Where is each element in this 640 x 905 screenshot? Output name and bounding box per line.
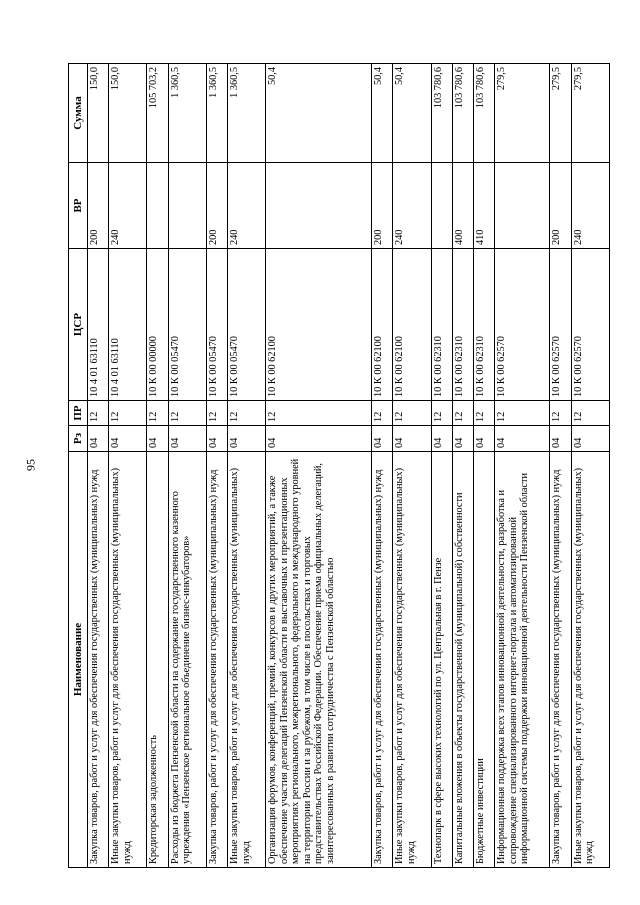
table-row	[109, 64, 147, 868]
table-row	[550, 64, 571, 868]
cell-pr: 12	[393, 401, 431, 426]
cell-vr: 400	[452, 163, 473, 249]
cell-csr: 10 К 00 00000	[147, 249, 168, 401]
header-name: Наименование	[69, 452, 88, 868]
cell-rz: 04	[550, 426, 571, 452]
table-row	[206, 64, 227, 868]
cell-csr: 10 К 00 62570	[495, 249, 550, 401]
cell-vr	[147, 163, 168, 249]
cell-vr: 200	[550, 163, 571, 249]
cell-rz: 04	[431, 426, 452, 452]
cell-sum: 1 360,5	[206, 64, 227, 163]
cell-sum: 50,4	[266, 64, 372, 163]
cell-pr: 12	[452, 401, 473, 426]
cell-pr: 12	[495, 401, 550, 426]
cell-csr: 10 К 00 62310	[452, 249, 473, 401]
cell-csr: 10 К 00 05470	[228, 249, 266, 401]
cell-rz: 04	[109, 426, 147, 452]
cell-name: Расходы из бюджета Пензенской области на содержание государственного казенного учреждения «Пензенское региональное объединение бизнес-инкубаторов»	[168, 452, 206, 868]
cell-rz: 04	[266, 426, 372, 452]
cell-rz: 04	[495, 426, 550, 452]
table-row	[88, 64, 109, 868]
cell-pr: 12	[109, 401, 147, 426]
cell-name: Иные закупки товаров, работ и услуг для обеспечения государственных (муниципальных) нужд	[571, 452, 609, 868]
cell-csr: 10 К 00 62570	[550, 249, 571, 401]
cell-vr	[168, 163, 206, 249]
header-pr: ПР	[69, 401, 88, 426]
cell-name: Капитальные вложения в объекты государственной (муниципальной) собственности	[452, 452, 473, 868]
cell-name: Иные закупки товаров, работ и услуг для обеспечения государственных (муниципальных) нужд	[109, 452, 147, 868]
cell-rz: 04	[452, 426, 473, 452]
cell-sum: 150,0	[88, 64, 109, 163]
cell-name: Технопарк в сфере высоких технологий по ул. Центральная в г. Пензе	[431, 452, 452, 868]
cell-pr: 12	[550, 401, 571, 426]
cell-name: Иные закупки товаров, работ и услуг для обеспечения государственных (муниципальных) нужд	[228, 452, 266, 868]
cell-name: Кредиторская задолженность	[147, 452, 168, 868]
cell-csr: 10 К 00 05470	[206, 249, 227, 401]
cell-csr: 10 К 00 62100	[393, 249, 431, 401]
budget-table	[68, 63, 610, 868]
cell-pr: 12	[206, 401, 227, 426]
table-row	[431, 64, 452, 868]
cell-csr: 10 К 00 62310	[474, 249, 495, 401]
cell-csr: 10 К 00 62570	[571, 249, 609, 401]
cell-sum: 50,4	[393, 64, 431, 163]
cell-pr: 12	[266, 401, 372, 426]
header-csr: ЦСР	[69, 249, 88, 401]
cell-name: Организация форумов, конференций, премий, конкурсов и других мероприятий, а также обеспечение участия делегаций Пензенской области в выставочных и презентационных мероприятиях регионального, межрегионального, федерального и международного уровней на территории России и за рубежом, в том числе в посольствах и торговых представительствах Российской Федерации. Обеспечение приема официальных делегаций, заинтересованных в развитии сотрудничества с Пензенской областью	[266, 452, 372, 868]
cell-sum: 1 360,5	[168, 64, 206, 163]
header-sum: Сумма	[69, 64, 88, 163]
cell-rz: 04	[372, 426, 393, 452]
cell-sum: 1 360,5	[228, 64, 266, 163]
cell-rz: 04	[147, 426, 168, 452]
cell-sum: 103 780,6	[474, 64, 495, 163]
cell-vr: 200	[88, 163, 109, 249]
cell-pr: 12	[228, 401, 266, 426]
cell-name: Закупка товаров, работ и услуг для обеспечения государственных (муниципальных) нужд	[372, 452, 393, 868]
cell-csr: 10 К 00 05470	[168, 249, 206, 401]
cell-rz: 04	[228, 426, 266, 452]
table-row	[228, 64, 266, 868]
cell-vr: 240	[571, 163, 609, 249]
cell-vr: 200	[206, 163, 227, 249]
table-row	[168, 64, 206, 868]
table-row	[147, 64, 168, 868]
cell-sum: 103 780,6	[431, 64, 452, 163]
table-row	[495, 64, 550, 868]
cell-vr	[495, 163, 550, 249]
cell-vr	[266, 163, 372, 249]
cell-pr: 12	[474, 401, 495, 426]
cell-rz: 04	[571, 426, 609, 452]
table-row	[452, 64, 473, 868]
table-row	[571, 64, 609, 868]
cell-name: Закупка товаров, работ и услуг для обеспечения государственных (муниципальных) нужд	[550, 452, 571, 868]
cell-sum: 150,0	[109, 64, 147, 163]
cell-name: Закупка товаров, работ и услуг для обеспечения государственных (муниципальных) нужд	[88, 452, 109, 868]
cell-rz: 04	[206, 426, 227, 452]
cell-csr: 10 К 00 62310	[431, 249, 452, 401]
cell-rz: 04	[168, 426, 206, 452]
header-rz: Рз	[69, 426, 88, 452]
header-vr: ВР	[69, 163, 88, 249]
cell-csr: 10 К 00 62100	[372, 249, 393, 401]
cell-csr: 10 4 01 63110	[88, 249, 109, 401]
table-row	[266, 64, 372, 868]
cell-vr: 240	[393, 163, 431, 249]
table-row	[372, 64, 393, 868]
cell-name: Информационная поддержка всех этапов инновационной деятельности, разработка и сопровождение специализированного интернет-портала и автоматизированной информационной системы поддержки инновационной деятельности Пензенской области	[495, 452, 550, 868]
cell-vr	[431, 163, 452, 249]
cell-pr: 12	[168, 401, 206, 426]
cell-rz: 04	[88, 426, 109, 452]
cell-name: Бюджетные инвестиции	[474, 452, 495, 868]
cell-vr: 200	[372, 163, 393, 249]
cell-sum: 50,4	[372, 64, 393, 163]
rotated-table-frame	[68, 64, 610, 868]
cell-pr: 12	[571, 401, 609, 426]
table-header-row	[69, 64, 88, 868]
table-row	[393, 64, 431, 868]
cell-pr: 12	[147, 401, 168, 426]
cell-csr: 10 4 01 63110	[109, 249, 147, 401]
table-container	[68, 64, 610, 868]
cell-sum: 103 780,6	[452, 64, 473, 163]
cell-rz: 04	[474, 426, 495, 452]
cell-csr: 10 К 00 62100	[266, 249, 372, 401]
cell-name: Закупка товаров, работ и услуг для обеспечения государственных (муниципальных) нужд	[206, 452, 227, 868]
cell-name: Иные закупки товаров, работ и услуг для обеспечения государственных (муниципальных) нужд	[393, 452, 431, 868]
cell-pr: 12	[372, 401, 393, 426]
table-row	[474, 64, 495, 868]
cell-pr: 12	[88, 401, 109, 426]
page-number: 95	[23, 459, 38, 471]
cell-sum: 279,5	[550, 64, 571, 163]
cell-sum: 279,5	[571, 64, 609, 163]
cell-vr: 240	[109, 163, 147, 249]
cell-rz: 04	[393, 426, 431, 452]
cell-sum: 279,5	[495, 64, 550, 163]
cell-vr: 240	[228, 163, 266, 249]
cell-pr: 12	[431, 401, 452, 426]
cell-vr: 410	[474, 163, 495, 249]
cell-sum: 105 703,2	[147, 64, 168, 163]
